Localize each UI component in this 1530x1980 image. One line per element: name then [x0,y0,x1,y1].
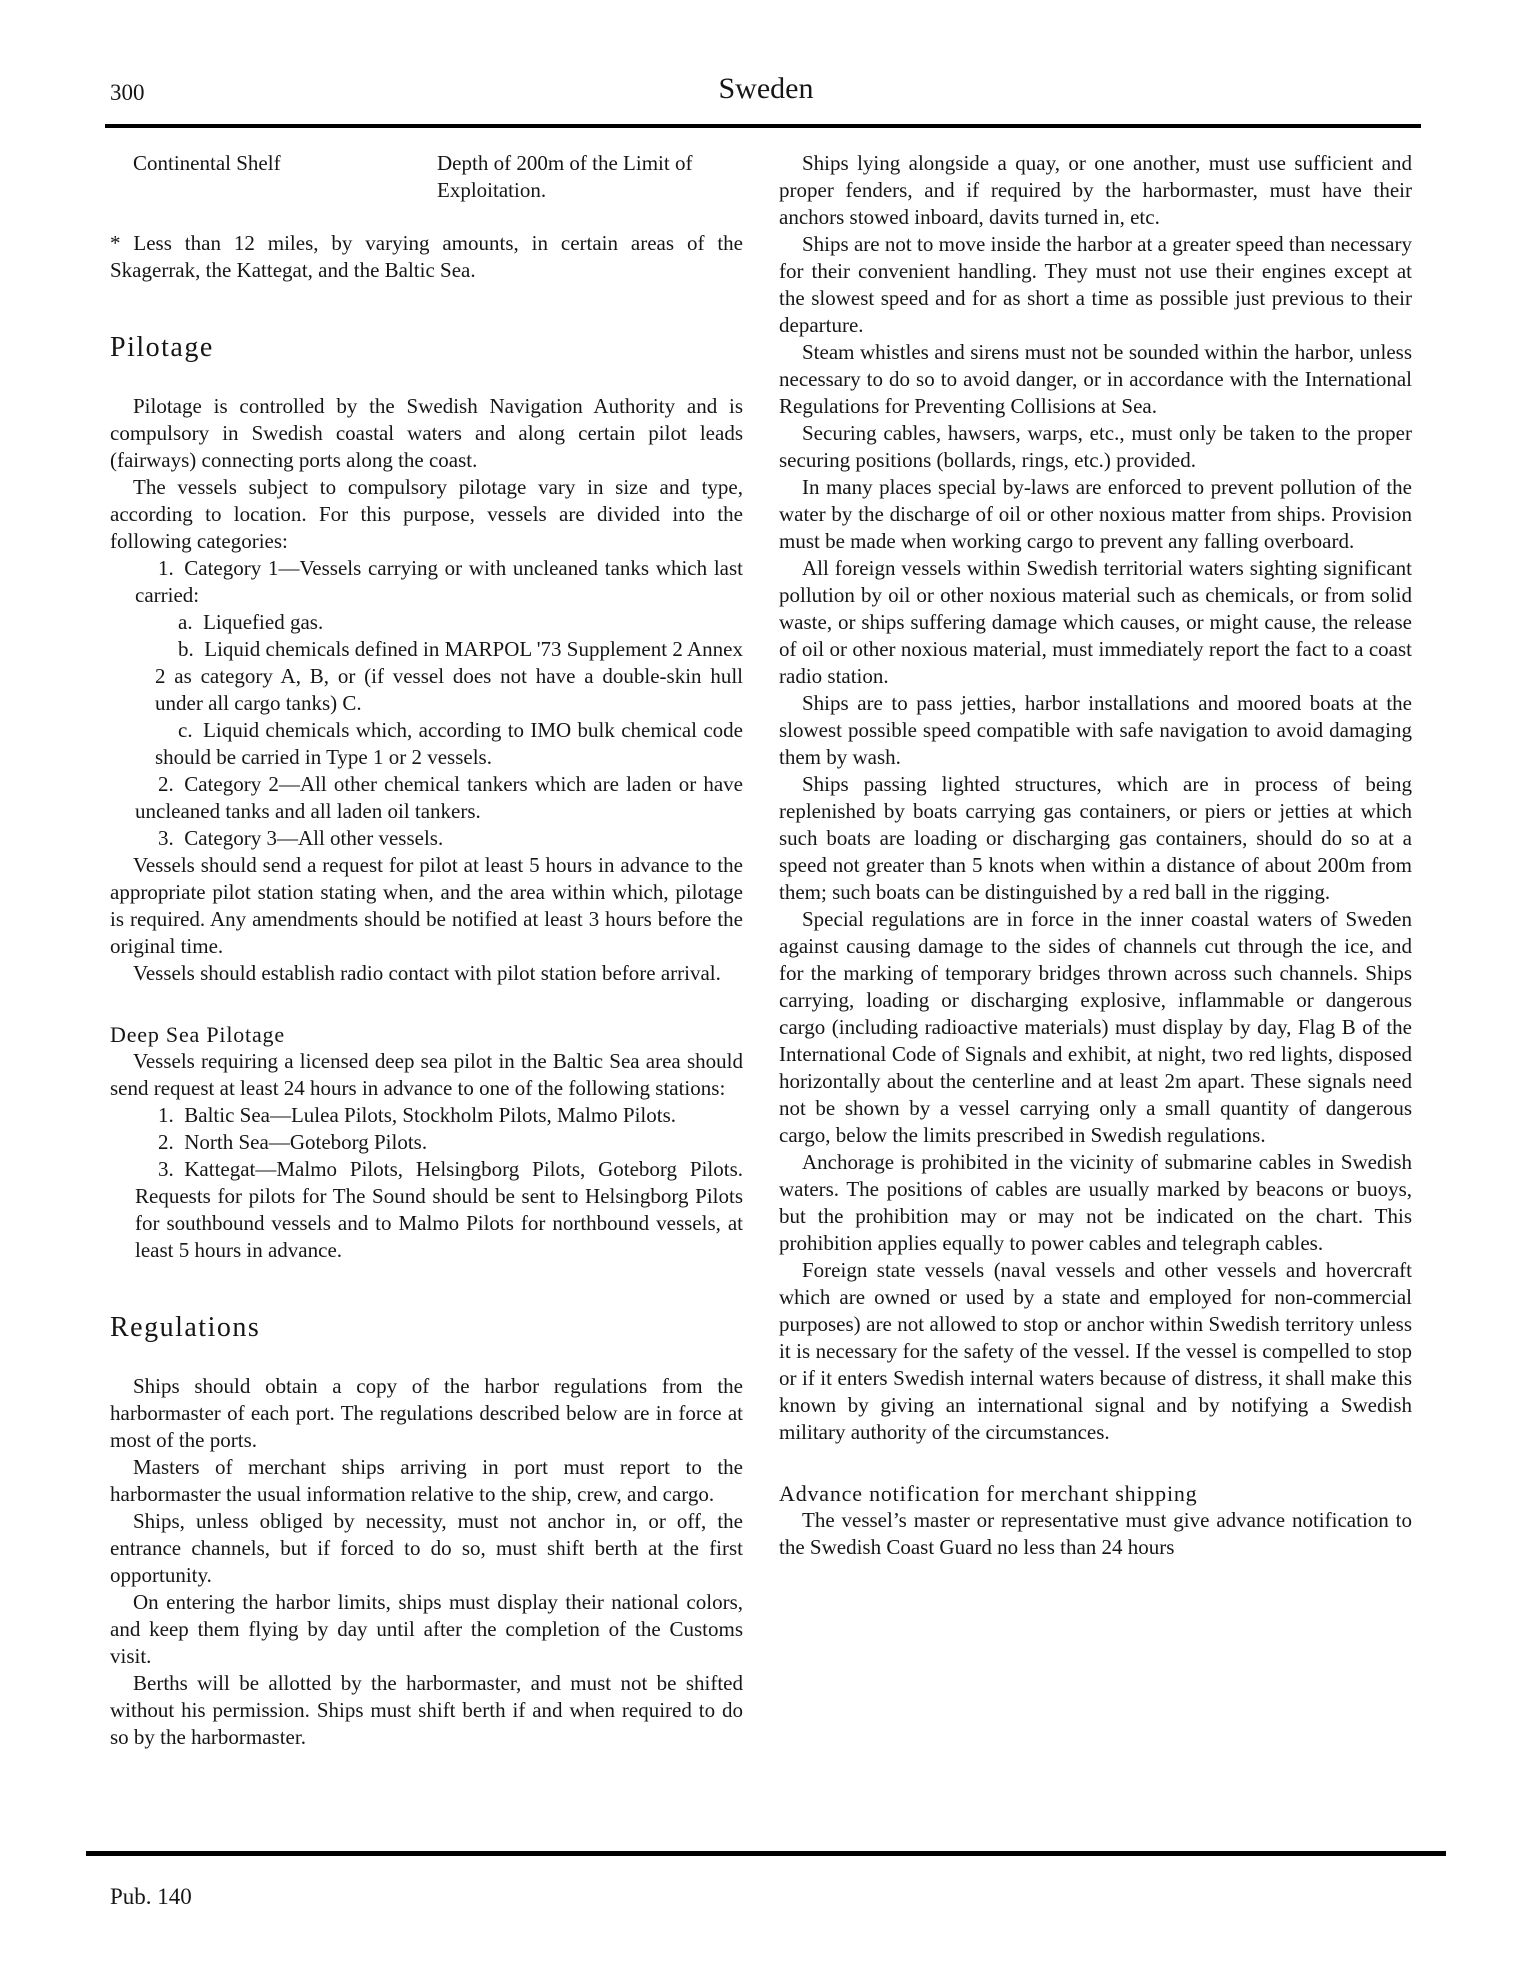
list-item: a. Liquefied gas. [178,610,324,634]
paragraph: Vessels should establish radio contact with pilot station before arrival. [133,961,721,985]
page-title: Sweden [718,72,814,105]
page-footer [110,1884,192,1910]
list-item: 3. Category 3—All other vessels. [158,826,444,850]
paragraph: Steam whistles and sirens must not be sounded within the harbor, unless necessary to do so to avoid danger, or in accordance with the International Regulations for Preventing Collisions at Sea. [779,340,1412,418]
paragraph: The vessel’s master or representative must give advance notification to the Swedish Coast Guard no less than 24 hours [779,1508,1412,1559]
section-heading-pilotage: Pilotage [110,332,214,363]
paragraph: Ships lying alongside a quay, or one another, must use sufficient and proper fenders, and if required by the harbormaster, must have their anchors stowed inboard, davits turned in, etc. [779,151,1412,229]
publication-number: Pub. 140 [110,1884,192,1909]
section-heading-regulations: Regulations [110,1312,261,1343]
footnote: * Less than 12 miles, by varying amounts, in certain areas of the Skagerrak, the Kattegat, and the Baltic Sea. [110,231,743,282]
paragraph: All foreign vessels within Swedish territorial waters sighting significant pollution by oil or other noxious material such as chemicals, or from solid waste, or ships suffering damage which causes, or might cause, the release of oil or other noxious material, must immediately report the fact to a coast radio station. [779,556,1412,688]
paragraph: Ships, unless obliged by necessity, must not anchor in, or off, the entrance channels, but if forced to do so, must shift berth at the first opportunity. [110,1509,743,1587]
footer-rule [86,1851,1446,1856]
list-item: 2. Category 2—All other chemical tankers which are laden or have uncleaned tanks and all laden oil tankers. [135,772,743,823]
paragraph: Vessels should send a request for pilot at least 5 hours in advance to the appropriate pilot station stating when, and the area within which, pilotage is required. Any amendments should be notified at least 3 hours before the original time. [110,853,743,958]
paragraph: In many places special by-laws are enforced to prevent pollution of the water by the discharge of oil or other noxious matter from ships. Provision must be made when working cargo to prevent any falling overboard. [779,475,1412,553]
subheading-advance-notification: Advance notification for merchant shipping [779,1481,1198,1506]
paragraph: Special regulations are in force in the inner coastal waters of Sweden against causing damage to the sides of channels cut through the ice, and for the marking of temporary bridges thrown across such channels. Ships carrying, loading or discharging explosive, inflammable or dangerous cargo (including radioactive materials) must display by day, Flag B of the International Code of Signals and exhibit, at night, two red lights, disposed horizontally about the centerline and at least 2m apart. These signals need not be shown by a vessel carrying only a small quantity of dangerous cargo, below the limits prescribed in Swedish regulations. [779,907,1412,1147]
list-item: b. Liquid chemicals defined in MARPOL '73 Supplement 2 Annex 2 as category A, B, or (if vessel does not have a double-skin hull under all cargo tanks) C. [155,637,743,715]
list-item: 2. North Sea—Goteborg Pilots. [158,1130,428,1154]
paragraph: Pilotage is controlled by the Swedish Navigation Authority and is compulsory in Swedish coastal waters and along certain pilot leads (fairways) connecting ports along the coast. [110,394,743,472]
paragraph: Ships passing lighted structures, which are in process of being replenished by boats carrying gas containers, or piers or jetties at which such boats are loading or discharging gas containers, should do so at a speed not greater than 5 knots when within a distance of about 200m from them; such boats can be distinguished by a red ball in the rigging. [779,772,1412,904]
paragraph: Ships should obtain a copy of the harbor regulations from the harbormaster of each port. The regulations described below are in force at most of the ports. [110,1374,743,1452]
subheading-deep-sea-pilotage: Deep Sea Pilotage [110,1022,285,1047]
list-item: c. Liquid chemicals which, according to IMO bulk chemical code should be carried in Type 1 or 2 vessels. [155,718,743,769]
definition-row [110,150,743,204]
page-header [110,72,1422,112]
paragraph: On entering the harbor limits, ships must display their national colors, and keep them flying by day until after the completion of the Customs visit. [110,1590,743,1668]
list-item: 1. Baltic Sea—Lulea Pilots, Stockholm Pilots, Malmo Pilots. [158,1103,677,1127]
paragraph: Vessels requiring a licensed deep sea pilot in the Baltic Sea area should send request at least 24 hours in advance to one of the following stations: [110,1049,743,1100]
page-content [110,150,1412,1751]
paragraph: Masters of merchant ships arriving in port must report to the harbormaster the usual information relative to the ship, crew, and cargo. [110,1455,743,1506]
definition-text: Depth of 200m of the Limit of Exploitation. [437,151,693,202]
paragraph: Ships are to pass jetties, harbor installations and moored boats at the slowest possible speed compatible with safe navigation to avoid damaging them by wash. [779,691,1412,769]
paragraph: Ships are not to move inside the harbor at a greater speed than necessary for their convenient handling. They must not use their engines except at the slowest speed and for as short a time as possible just previous to their departure. [779,232,1412,337]
paragraph: Berths will be allotted by the harbormaster, and must not be shifted without his permission. Ships must shift berth if and when required to do so by the harbormaster. [110,1671,743,1749]
paragraph: Securing cables, hawsers, warps, etc., must only be taken to the proper securing positions (bollards, rings, etc.) provided. [779,421,1412,472]
left-column [110,150,743,1751]
list-item: 3. Kattegat—Malmo Pilots, Helsingborg Pilots, Goteborg Pilots. Requests for pilots for The Sound should be sent to Helsingborg Pilots for southbound vessels and to Malmo Pilots for northbound vessels, at least 5 hours in advance. [135,1157,743,1262]
paragraph: Foreign state vessels (naval vessels and other vessels and hovercraft which are owned or used by a state and employed for non-commercial purposes) are not allowed to stop or anchor within Swedish territory unless it is necessary for the safety of the vessel. If the vessel is compelled to stop or if it enters Swedish internal waters because of distress, it shall make this known by giving an international signal and by notifying a Swedish military authority of the circumstances. [779,1258,1412,1444]
header-rule [105,124,1421,128]
paragraph: Anchorage is prohibited in the vicinity of submarine cables in Swedish waters. The positions of cables are usually marked by beacons or buoys, but the prohibition may or may not be indicated on the chart. This prohibition applies equally to power cables and telegraph cables. [779,1150,1412,1255]
right-column [779,150,1412,1751]
paragraph: The vessels subject to compulsory pilotage vary in size and type, according to location. For this purpose, vessels are divided into the following categories: [110,475,743,553]
page-number: 300 [110,80,145,105]
definition-term: Continental Shelf [133,151,281,175]
list-item: 1. Category 1—Vessels carrying or with uncleaned tanks which last carried: [135,556,743,607]
